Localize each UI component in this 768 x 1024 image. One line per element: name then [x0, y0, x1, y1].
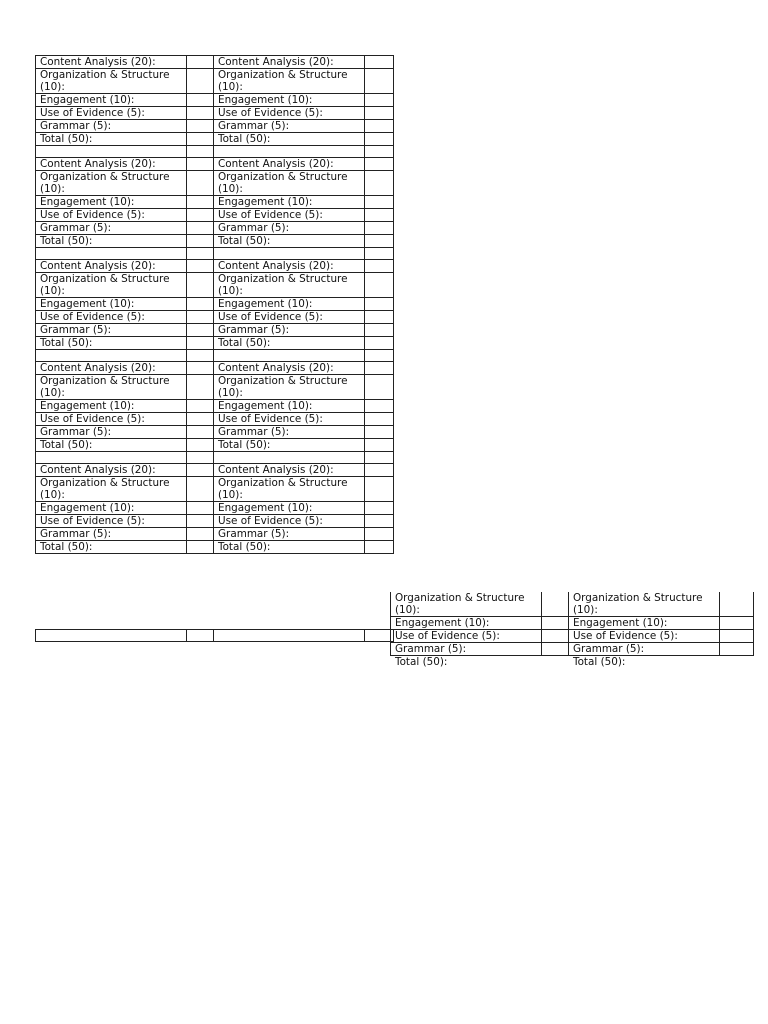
score-cell[interactable] — [187, 502, 214, 515]
empty-cell — [365, 248, 394, 260]
criterion-label: Total (50): — [214, 439, 365, 452]
criterion-label: Organization & Structure (10): — [36, 171, 187, 196]
criterion-label: Engagement (10): — [214, 400, 365, 413]
criterion-label: Total (50): — [36, 439, 187, 452]
criterion-label: Grammar (5): — [36, 324, 187, 337]
criterion-label: Use of Evidence (5): — [214, 209, 365, 222]
score-cell[interactable] — [187, 477, 214, 502]
score-cell[interactable] — [187, 107, 214, 120]
rubric-row — [36, 235, 394, 248]
score-cell[interactable] — [365, 515, 394, 528]
empty-cell — [214, 350, 365, 362]
criterion-label: Content Analysis (20): — [214, 56, 365, 69]
empty-cell — [36, 452, 187, 464]
score-cell[interactable] — [365, 260, 394, 273]
score-cell[interactable] — [187, 311, 214, 324]
score-cell — [187, 337, 214, 350]
score-cell[interactable] — [365, 362, 394, 375]
score-cell — [720, 656, 754, 669]
criterion-label: Use of Evidence (5): — [36, 311, 187, 324]
criterion-label: Use of Evidence (5): — [214, 413, 365, 426]
criterion-label: Use of Evidence (5): — [214, 311, 365, 324]
criterion-label: Engagement (10): — [36, 298, 187, 311]
empty-cell — [36, 248, 187, 260]
criterion-label: Use of Evidence (5): — [36, 515, 187, 528]
score-cell[interactable] — [720, 617, 754, 630]
criterion-label: Content Analysis (20): — [214, 260, 365, 273]
criterion-label: Engagement (10): — [214, 196, 365, 209]
rubric-row — [36, 515, 394, 528]
criterion-label: Organization & Structure (10): — [36, 375, 187, 400]
criterion-label: Use of Evidence (5): — [214, 107, 365, 120]
score-cell[interactable] — [187, 362, 214, 375]
empty-cell — [187, 146, 214, 158]
empty-cell — [187, 452, 214, 464]
criterion-label: Content Analysis (20): — [36, 260, 187, 273]
criterion-label: Engagement (10): — [36, 196, 187, 209]
score-cell[interactable] — [187, 171, 214, 196]
score-cell[interactable] — [187, 260, 214, 273]
rubric-row — [36, 528, 394, 541]
score-cell[interactable] — [365, 298, 394, 311]
empty-cell — [36, 146, 187, 158]
criterion-label: Organization & Structure (10): — [391, 592, 542, 617]
empty-cell — [214, 248, 365, 260]
rubric-row — [36, 413, 394, 426]
criterion-label: Grammar (5): — [214, 426, 365, 439]
rubric-row — [36, 324, 394, 337]
criterion-label: Total (50): — [214, 235, 365, 248]
rubric-grid — [35, 55, 394, 554]
criterion-label: Grammar (5): — [391, 643, 542, 656]
criterion-label: Engagement (10): — [391, 617, 542, 630]
score-cell[interactable] — [187, 56, 214, 69]
score-cell[interactable] — [187, 400, 214, 413]
empty-cell — [36, 630, 187, 642]
criterion-label: Content Analysis (20): — [214, 464, 365, 477]
criterion-label: Content Analysis (20): — [214, 158, 365, 171]
score-cell[interactable] — [365, 222, 394, 235]
score-cell[interactable] — [187, 209, 214, 222]
rubric-row — [36, 69, 394, 94]
criterion-label: Total (50): — [569, 656, 720, 669]
empty-cell — [187, 630, 214, 642]
score-cell[interactable] — [187, 69, 214, 94]
criterion-label: Grammar (5): — [214, 528, 365, 541]
score-cell[interactable] — [365, 324, 394, 337]
criterion-label: Content Analysis (20): — [36, 158, 187, 171]
separator-row — [36, 146, 394, 158]
criterion-label: Content Analysis (20): — [36, 56, 187, 69]
rubric-row — [36, 56, 394, 69]
score-cell[interactable] — [365, 171, 394, 196]
criterion-label: Grammar (5): — [214, 120, 365, 133]
score-cell[interactable] — [365, 400, 394, 413]
rubric-row — [36, 464, 394, 477]
score-cell[interactable] — [365, 158, 394, 171]
score-cell[interactable] — [187, 413, 214, 426]
criterion-label: Engagement (10): — [569, 617, 720, 630]
criterion-label: Total (50): — [36, 541, 187, 554]
rubric-row — [36, 196, 394, 209]
criterion-label: Use of Evidence (5): — [36, 413, 187, 426]
criterion-label: Engagement (10): — [36, 502, 187, 515]
criterion-label: Engagement (10): — [214, 94, 365, 107]
criterion-label: Organization & Structure (10): — [214, 171, 365, 196]
criterion-label: Grammar (5): — [36, 222, 187, 235]
criterion-label: Total (50): — [36, 133, 187, 146]
score-cell[interactable] — [365, 107, 394, 120]
score-cell[interactable] — [187, 528, 214, 541]
rubric-row — [36, 311, 394, 324]
score-cell — [187, 439, 214, 452]
empty-cell — [214, 630, 365, 642]
criterion-label: Total (50): — [214, 337, 365, 350]
criterion-label: Organization & Structure (10): — [36, 273, 187, 298]
empty-rubric-row — [35, 629, 394, 642]
empty-cell — [36, 350, 187, 362]
score-cell[interactable] — [187, 158, 214, 171]
score-cell[interactable] — [365, 69, 394, 94]
score-cell[interactable] — [187, 222, 214, 235]
score-cell[interactable] — [187, 273, 214, 298]
rubric-row — [36, 120, 394, 133]
score-cell[interactable] — [187, 426, 214, 439]
rubric-row — [36, 94, 394, 107]
empty-cell — [365, 452, 394, 464]
score-cell[interactable] — [542, 617, 569, 630]
rubric-row — [36, 439, 394, 452]
overflow-rubric-grid — [390, 592, 754, 668]
criterion-label: Grammar (5): — [214, 222, 365, 235]
rubric-row — [36, 273, 394, 298]
criterion-label: Total (50): — [36, 337, 187, 350]
score-cell[interactable] — [365, 502, 394, 515]
criterion-label: Grammar (5): — [36, 426, 187, 439]
score-cell[interactable] — [187, 375, 214, 400]
criterion-label: Use of Evidence (5): — [36, 107, 187, 120]
score-cell[interactable] — [365, 120, 394, 133]
rubric-row — [36, 158, 394, 171]
rubric-row — [36, 171, 394, 196]
empty-cell — [365, 350, 394, 362]
score-cell — [365, 337, 394, 350]
score-cell[interactable] — [365, 528, 394, 541]
score-cell[interactable] — [365, 56, 394, 69]
score-cell[interactable] — [187, 464, 214, 477]
criterion-label: Grammar (5): — [214, 324, 365, 337]
score-cell[interactable] — [365, 375, 394, 400]
separator-row — [36, 452, 394, 464]
rubric-row — [36, 375, 394, 400]
score-cell — [187, 133, 214, 146]
criterion-label: Organization & Structure (10): — [214, 273, 365, 298]
empty-cell — [214, 146, 365, 158]
score-cell[interactable] — [365, 94, 394, 107]
empty-cell — [187, 350, 214, 362]
rubric-row — [36, 362, 394, 375]
empty-cell — [365, 146, 394, 158]
score-cell[interactable] — [720, 630, 754, 643]
score-cell — [542, 656, 569, 669]
score-cell[interactable] — [542, 643, 569, 656]
score-cell[interactable] — [720, 592, 754, 617]
score-cell[interactable] — [187, 94, 214, 107]
criterion-label: Total (50): — [214, 541, 365, 554]
criterion-label: Content Analysis (20): — [214, 362, 365, 375]
score-cell[interactable] — [365, 464, 394, 477]
score-cell[interactable] — [365, 413, 394, 426]
score-cell[interactable] — [542, 592, 569, 617]
rubric-row — [36, 502, 394, 515]
rubric-row — [36, 133, 394, 146]
criterion-label: Organization & Structure (10): — [36, 69, 187, 94]
score-cell — [365, 439, 394, 452]
criterion-label: Engagement (10): — [36, 94, 187, 107]
criterion-label: Content Analysis (20): — [36, 464, 187, 477]
score-cell[interactable] — [542, 630, 569, 643]
criterion-label: Total (50): — [391, 656, 542, 669]
rubric-row — [36, 298, 394, 311]
empty-cell — [214, 452, 365, 464]
criterion-label: Use of Evidence (5): — [569, 630, 720, 643]
score-cell[interactable] — [187, 324, 214, 337]
criterion-label: Total (50): — [36, 235, 187, 248]
rubric-row — [36, 400, 394, 413]
criterion-label: Total (50): — [214, 133, 365, 146]
score-cell[interactable] — [187, 298, 214, 311]
criterion-label: Use of Evidence (5): — [36, 209, 187, 222]
score-cell[interactable] — [365, 477, 394, 502]
score-cell[interactable] — [187, 515, 214, 528]
score-cell[interactable] — [187, 196, 214, 209]
score-cell — [365, 133, 394, 146]
score-cell[interactable] — [365, 196, 394, 209]
score-cell[interactable] — [365, 426, 394, 439]
rubric-row — [36, 107, 394, 120]
criterion-label: Organization & Structure (10): — [214, 375, 365, 400]
score-cell — [187, 235, 214, 248]
criterion-label: Organization & Structure (10): — [36, 477, 187, 502]
rubric-row — [36, 260, 394, 273]
criterion-label: Grammar (5): — [36, 120, 187, 133]
separator-row — [36, 350, 394, 362]
rubric-row — [36, 222, 394, 235]
criterion-label: Use of Evidence (5): — [214, 515, 365, 528]
criterion-label: Content Analysis (20): — [36, 362, 187, 375]
score-cell[interactable] — [365, 209, 394, 222]
score-cell[interactable] — [365, 311, 394, 324]
rubric-row — [36, 477, 394, 502]
criterion-label: Use of Evidence (5): — [391, 630, 542, 643]
rubric-row — [36, 426, 394, 439]
score-cell — [365, 235, 394, 248]
score-cell — [365, 541, 394, 554]
separator-row — [36, 248, 394, 260]
criterion-label: Organization & Structure (10): — [214, 477, 365, 502]
criterion-label: Grammar (5): — [36, 528, 187, 541]
criterion-label: Engagement (10): — [214, 298, 365, 311]
score-cell — [187, 541, 214, 554]
criterion-label: Engagement (10): — [214, 502, 365, 515]
criterion-label: Organization & Structure (10): — [214, 69, 365, 94]
score-cell[interactable] — [720, 643, 754, 656]
criterion-label: Organization & Structure (10): — [569, 592, 720, 617]
score-cell[interactable] — [365, 273, 394, 298]
empty-cell — [187, 248, 214, 260]
criterion-label: Grammar (5): — [569, 643, 720, 656]
score-cell[interactable] — [187, 120, 214, 133]
criterion-label: Engagement (10): — [36, 400, 187, 413]
rubric-row — [36, 337, 394, 350]
rubric-row — [36, 209, 394, 222]
rubric-row — [36, 541, 394, 554]
